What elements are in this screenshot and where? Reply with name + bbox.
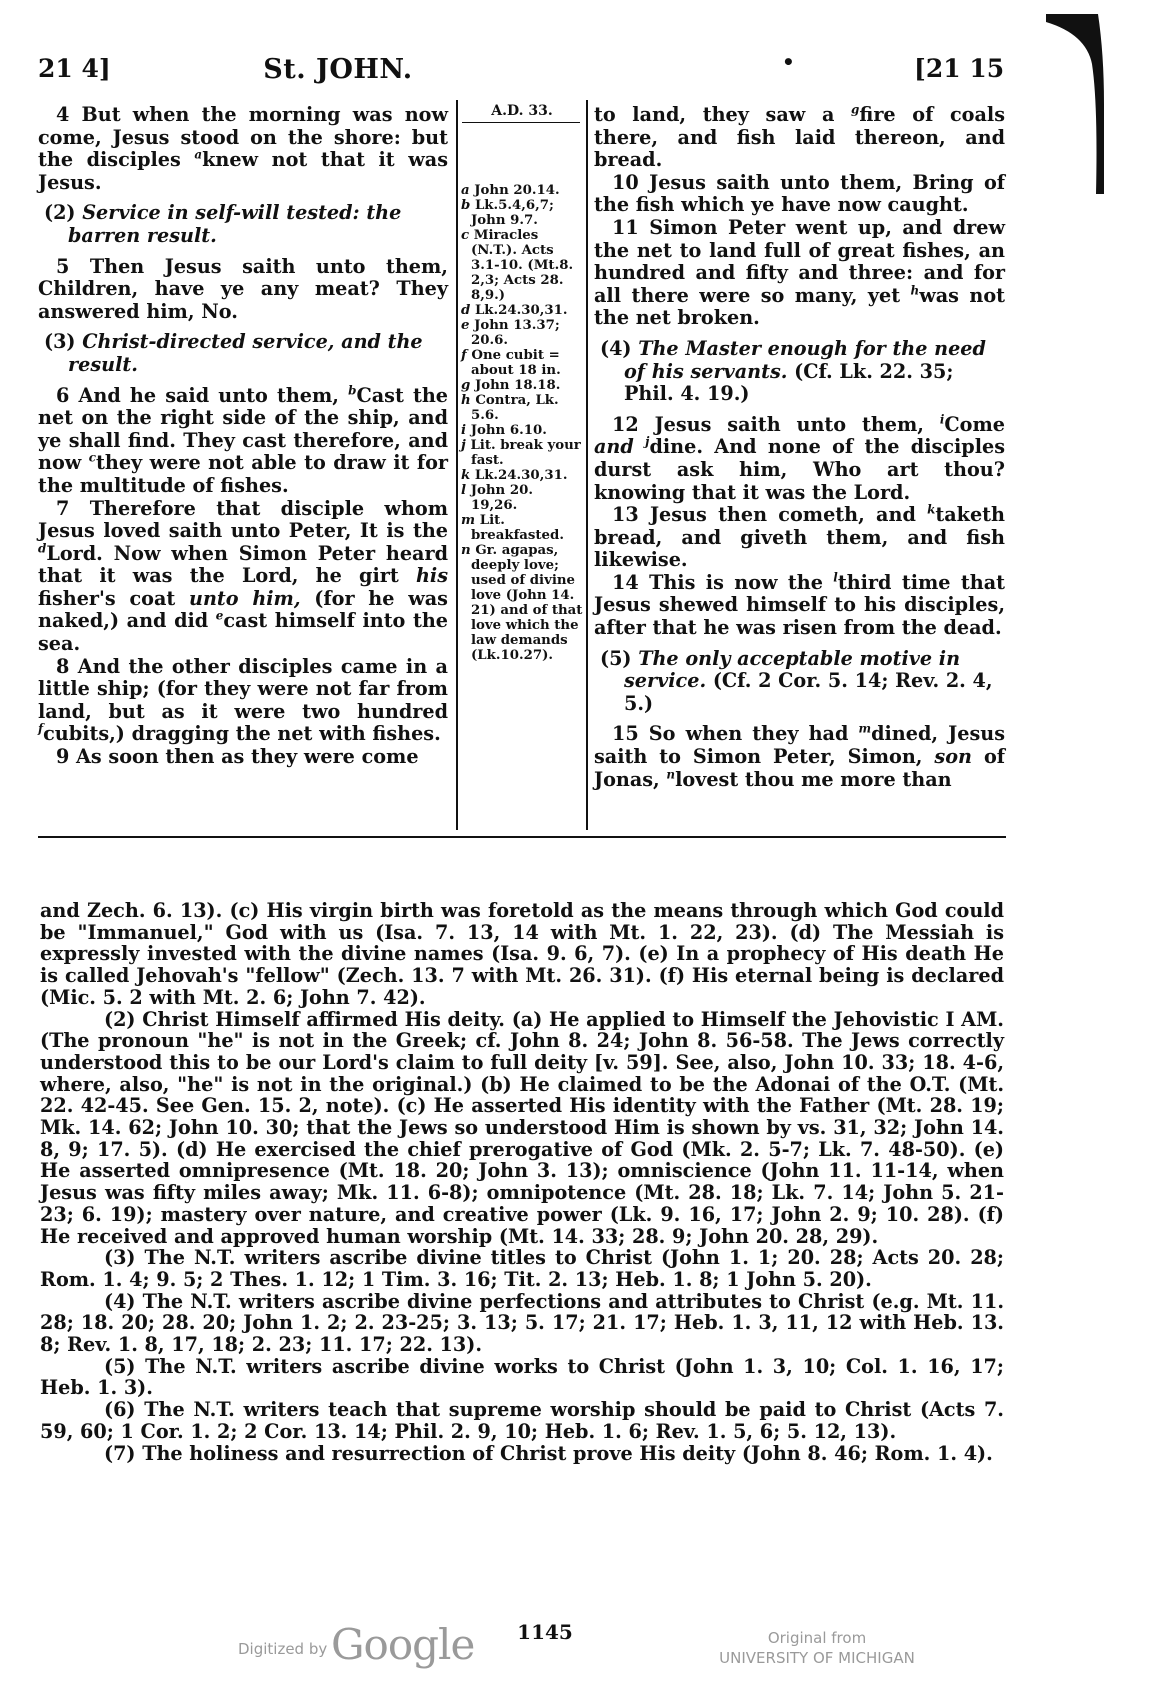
marginal-note (461, 348, 583, 378)
footnote-block (40, 900, 1004, 1464)
note-text: Lk.24.30,31. (474, 303, 568, 318)
section-heading-5: (5) The only acceptable motive in service. (Cf. 2 Cor. 5. 14; Rev. 2. 4, 5.) (600, 646, 993, 715)
note-text: John 13.37; 20.6. (471, 318, 560, 348)
note-mark: g (461, 378, 471, 393)
note-mark: f (461, 348, 467, 363)
verse-14: 14 This is now the $^l$third time that Jesus shewed himself to his disciples, after that he was risen from the dead. (594, 570, 1005, 640)
marginal-note (461, 438, 583, 468)
note-text: Contra, Lk. 5.6. (471, 393, 559, 423)
column-rule-left (456, 100, 458, 830)
page-header (38, 50, 1006, 94)
scan-edge-shadow (1046, 14, 1106, 194)
note-text: John 6.10. (470, 423, 547, 438)
note-text: John 18.18. (474, 378, 561, 393)
footnote-paragraph-2: (2) Christ Himself affirmed His deity. (a) He applied to Himself the Jehovistic I AM. (The pronoun "he" is not in the Greek; cf. John 8. 24; John 8. 56-58. The Jews correctly understood this to be our Lord's claim to full deity [v. 59]. See, also, John 10. 33; 18. 4-6, where, also, "he" is not in the original.) (b) He claimed to be the Adonai of the O.T. (Mt. 22. 42-45. See Gen. 15. 2, note). (c) He asserted His identity with the Father (Mt. 28. 19; Mk. 14. 62; John 10. 30; that the Jews so understood Him is shown by vs. 31, 32; John 14. 8, 9; 17. 5). (d) He exercised the chief prerogative of God (Mk. 2. 5-7; Lk. 7. 48-50). (e) He asserted omnipresence (Mt. 18. 20; John 3. 13); omniscience (John 11. 11-14, when Jesus was fifty miles away; Mk. 11. 6-8); omnipotence (Mt. 28. 18; Lk. 7. 14; John 5. 21-23; 6. 19); mastery over nature, and creative power (Lk. 9. 16, 17; John 2. 9; 10. 28). (f) He received and approved human worship (Mt. 14. 33; 28. 9; John 20. 28, 29). (40, 1007, 1004, 1248)
marginal-note (461, 228, 583, 303)
university-name: UNIVERSITY OF MICHIGAN (719, 1649, 915, 1667)
footnote-paragraph-4: (4) The N.T. writers ascribe divine perfections and attributes to Christ (e.g. Mt. 11. 28; 18. 20; 28. 20; John 1. 2; 2. 23-25; 3. 13; 5. 17; 21. 17; Heb. 1. 3, 11, 12 with Heb. 13. 8; Rev. 1. 8, 17, 18; 2. 23; 11. 17; 22. 13). (40, 1289, 1004, 1357)
marginal-note (461, 378, 583, 393)
marginal-note (461, 318, 583, 348)
header-book-title: St. JOHN. (263, 54, 413, 85)
verse-11: 11 Simon Peter went up, and drew the net to land full of great fishes, an hundred and fifty and three: and for all there were so many, yet $^h$was not the net broken. (594, 215, 1006, 330)
header-chapter-start: 21 4] (38, 54, 111, 83)
note-text: Lit. breakfasted. (471, 513, 564, 543)
bible-page (38, 42, 1006, 1642)
footnote-paragraph-6: (6) The N.T. writers teach that supreme worship should be paid to Christ (Acts 7. 59, 60; 1 Cor. 1. 2; 2 Cor. 13. 14; Phil. 2. 9, 10; Heb. 1. 6; Rev. 1. 5, 6; 5. 12, 13). (40, 1398, 1004, 1443)
footnote-paragraph-7: (7) The holiness and resurrection of Christ prove His deity (John 8. 46; Rom. 1. 4). (104, 1441, 993, 1465)
note-mark: l (461, 483, 467, 498)
digitized-by-label: Digitized by (238, 1640, 328, 1658)
note-text: Lit. break your fast. (470, 438, 581, 468)
left-text-column (38, 104, 448, 769)
section-heading-4: (4) The Master enough for the need of his servants. (Cf. Lk. 22. 35; Phil. 4. 19.) (600, 336, 986, 406)
note-mark: a (461, 183, 470, 198)
page-number: 1145 (517, 1620, 573, 1644)
original-from-text: Original from (767, 1629, 867, 1647)
note-text: Gr. agapas, deeply love; used of divine love (John 14. 21) and of that love which the law demands (Lk.10.27). (471, 543, 583, 663)
verse-12: 12 Jesus saith unto them, $^i$Come and $^j$dine. And none of the disciples durst ask him, Who art thou? knowing that it was the Lord. (594, 412, 1006, 504)
marginal-note (461, 468, 583, 483)
note-text: One cubit = about 18 in. (471, 348, 561, 378)
note-mark: k (461, 468, 471, 483)
verse-9-start: 9 As soon then as they were come (56, 745, 419, 769)
verse-15: 15 So when they had $^m$dined, Jesus saith to Simon Peter, Simon, son of Jonas, $^n$lovest thou me more than (594, 722, 1006, 791)
section-heading-2: (2) Service in self-will tested: the barren result. (44, 201, 402, 247)
note-mark: n (461, 543, 471, 558)
footnote-divider (38, 836, 1006, 838)
marginal-note (461, 423, 583, 438)
column-rule-right (586, 100, 588, 830)
note-text: Lk.24.30,31. (474, 468, 568, 483)
marginal-note (461, 183, 583, 198)
original-source-label (702, 1628, 932, 1668)
verse-7: 7 Therefore that disciple whom Jesus loved saith unto Peter, It is the $^d$Lord. Now when Simon Peter heard that it was the Lord, he girt his fisher's coat unto him, (for he was naked,) and did $^e$cast himself into the sea. (38, 496, 448, 656)
verse-9-end: to land, they saw a $^g$fire of coals there, and fish laid thereon, and bread. (594, 102, 1006, 172)
center-reference-column (461, 104, 583, 663)
marginal-notes (461, 183, 583, 663)
footnote-paragraph-1: and Zech. 6. 13). (c) His virgin birth was foretold as the means through which God could be "Immanuel," God with us (Isa. 7. 13, 14 with Mt. 1. 22, 23). (d) The Messiah is expressly invested with the divine names (Isa. 9. 6, 7). (e) In a prophecy of His death He is called Jehovah's "fellow" (Zech. 13. 7 with Mt. 26. 31). (f) His eternal being is declared (Mic. 5. 2 with Mt. 2. 6; John 7. 42). (40, 899, 1004, 1009)
marginal-note (461, 303, 583, 318)
note-mark: m (461, 513, 476, 528)
google-logo: Google (331, 1620, 475, 1669)
marginal-note (461, 483, 583, 513)
note-mark: b (461, 198, 471, 213)
verse-6: 6 And he said unto them, $^b$Cast the net on the right side of the ship, and ye shall find. They cast therefore, and now $^c$they were not able to draw it for the multitude of fishes. (38, 383, 448, 497)
verse-10: 10 Jesus saith unto them, Bring of the fish which ye have now caught. (594, 170, 1005, 217)
verse-8: 8 And the other disciples came in a little ship; (for they were not far from land, but as it were two hundred $^f$cubits,) dragging the net with fishes. (38, 654, 448, 746)
center-date-heading: A.D. 33. (491, 103, 553, 119)
verse-4: 4 But when the morning was now come, Jesus stood on the shore: but the disciples $^a$knew not that it was Jesus. (38, 103, 448, 194)
marginal-note (461, 198, 583, 228)
note-mark: e (461, 318, 470, 333)
footnote-paragraph-3: (3) The N.T. writers ascribe divine titles to Christ (John 1. 1; 20. 28; Acts 20. 28; Rom. 1. 4; 9. 5; 2 Thes. 1. 12; 1 Tim. 3. 16; Tit. 2. 13; Heb. 1. 8; 1 John 5. 20). (40, 1246, 1004, 1291)
note-text: Lk.5.4,6,7; John 9.7. (471, 198, 554, 228)
note-mark: h (461, 393, 471, 408)
right-text-column (594, 104, 1005, 791)
note-mark: i (461, 423, 467, 438)
header-chapter-end: [21 15 (914, 54, 1005, 83)
note-text: John 20. 19,26. (470, 483, 533, 513)
section-heading-3: (3) Christ-directed service, and the result. (44, 330, 423, 376)
note-text: Miracles (N.T.). Acts 3.1-10. (Mt.8. 2,3; Acts 28. 8,9.) (471, 228, 574, 303)
marginal-note (461, 513, 583, 543)
header-dot: • (782, 50, 795, 74)
marginal-note (461, 393, 583, 423)
note-text: John 20.14. (474, 183, 560, 198)
verse-13: 13 Jesus then cometh, and $^k$taketh bread, and giveth them, and fish likewise. (594, 502, 1005, 572)
footnote-paragraph-5: (5) The N.T. writers ascribe divine works to Christ (John 1. 3, 10; Col. 1. 16, 17; Heb. 1. 3). (40, 1354, 1004, 1400)
scripture-columns (38, 100, 1006, 900)
note-mark: d (461, 303, 471, 318)
note-mark: c (461, 228, 470, 243)
verse-5: 5 Then Jesus saith unto them, Children, have ye any meat? They answered him, No. (38, 254, 448, 323)
marginal-note (461, 543, 583, 663)
note-mark: j (461, 438, 466, 453)
